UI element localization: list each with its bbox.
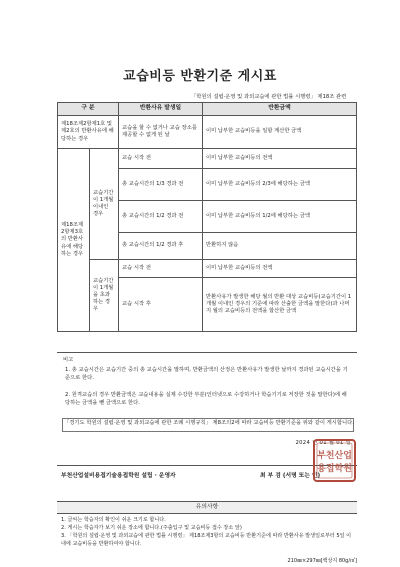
header-occurrence: 반환사유 발생일 [119,103,203,116]
table-row [58,260,357,278]
school-name: 부천산업설비용접기술용접학원 설립 · 운영자 [61,473,176,479]
amount-cell: 반환하지 않음 [203,233,357,260]
occurrence-cell: 총 교습시간의 1/2 경과 후 [119,233,203,260]
header-category: 구 분 [58,103,119,116]
refund-table [57,102,357,332]
occurrence-cell: 총 교습시간의 1/2 경과 전 [119,201,203,233]
page-title: 교습비등 반환기준 게시표 [123,69,277,84]
svg-text:용접학원: 용접학원 [317,464,352,474]
amount-cell: 이미 납부한 교습비등의 1/2에 해당하는 금액 [203,201,357,233]
amount-cell: 이미 납부한 교습비등의 전액 [203,149,357,169]
reason-cell: 제18조제2항제3호의 반환사유에 해당하는 경우 [58,149,90,332]
note-item: 1. 총 교습시간은 교습기간 중의 총 교습시간을 말하며, 반환금액의 산정은 반환사유가 발생한 날까지 경과된 교습시간을 기준으로 한다. [65,367,348,381]
sub-category-cell: 교습기간이 1개월을 초과하는 경우 [90,260,119,332]
guide-item: 3. 「학원의 설립·운영 및 과외교습에 관한 법률 시행령」 제18조제3항의 교습비등 반환기준에 따라 반환사유 발생일로부터 5일 이내에 교습비등을 반환하여야 합니다. [61,532,352,547]
official-seal-stamp [312,438,357,483]
occurrence-cell: 교습 시작 전 [119,149,203,169]
amount-cell: 이미 납부한 교습비등의 2/3에 해당하는 금액 [203,169,357,201]
sub-category-cell: 교습기간이 1개월 이내인 경우 [90,149,119,260]
note-item: 2. 원격교습의 경우 반환금액은 교습내용을 실제 수강한 부분(인터넷으로 수강하거나 학습기기로 저장한 것을 말한다)에 해당하는 금액을 뺀 금액으로 한다. [65,392,347,406]
guide-title: 유의사항 [57,501,357,514]
legal-reference: 「학원의 설립·운영 및 과외교습에 관한 법률 시행령」 제18조 관련 [191,94,347,100]
reason-cell: 제18조제2항제1호 및 제2호의 반환사유에 해당하는 경우 [58,116,119,149]
notes-heading: 비고 [63,357,74,363]
table-row [58,116,357,149]
table-row [58,149,357,169]
svg-text:부천산업: 부천산업 [317,451,352,461]
paper-info: 210㎜×297㎜[백상지 80g/㎡] [287,558,357,564]
signer-name: 최 부 검 (서명 또는 인) [260,473,321,479]
occurrence-cell: 교습 시작 전 [119,260,203,278]
amount-cell: 이미 납부한 교습비등을 일할 계산한 금액 [203,116,357,149]
table-header-row [58,103,357,116]
guide-item: 2. 게시는 학습자가 보기 쉬운 장소에 합니다.(주출입구 및 교습비등 접수 장소 앞) [61,524,242,531]
header-amount: 반환금액 [203,103,357,116]
ordinance-reference: 「경기도 학원의 설립·운영 및 과외교습에 관한 조례 시행규칙」 제8조의2에 따라 교습비등 반환기준을 위와 같이 게시합니다. [64,420,354,426]
posting-date: 2024 년 01 월 01 일 [295,440,351,446]
guide-item: 1. 글씨는 학습자의 확인이 쉬운 크기로 합니다. [61,517,166,523]
occurrence-cell: 총 교습시간의 1/3 경과 전 [119,169,203,201]
occurrence-cell: 교습을 할 수 없거나 교습 장소를 제공할 수 없게 된 날 [119,116,203,149]
amount-cell: 반환사유가 발생한 해당 월의 반환 대상 교습비등(교습기간이 1개월 이내인 경우의 기준에 따라 산출한 금액을 말한다)과 나머지 월의 교습비등의 전액을 합산한 금액 [203,278,357,332]
amount-cell: 이미 납부한 교습비등의 전액 [203,260,357,278]
guide-list [61,517,353,549]
occurrence-cell: 교습 시작 후 [119,278,203,332]
